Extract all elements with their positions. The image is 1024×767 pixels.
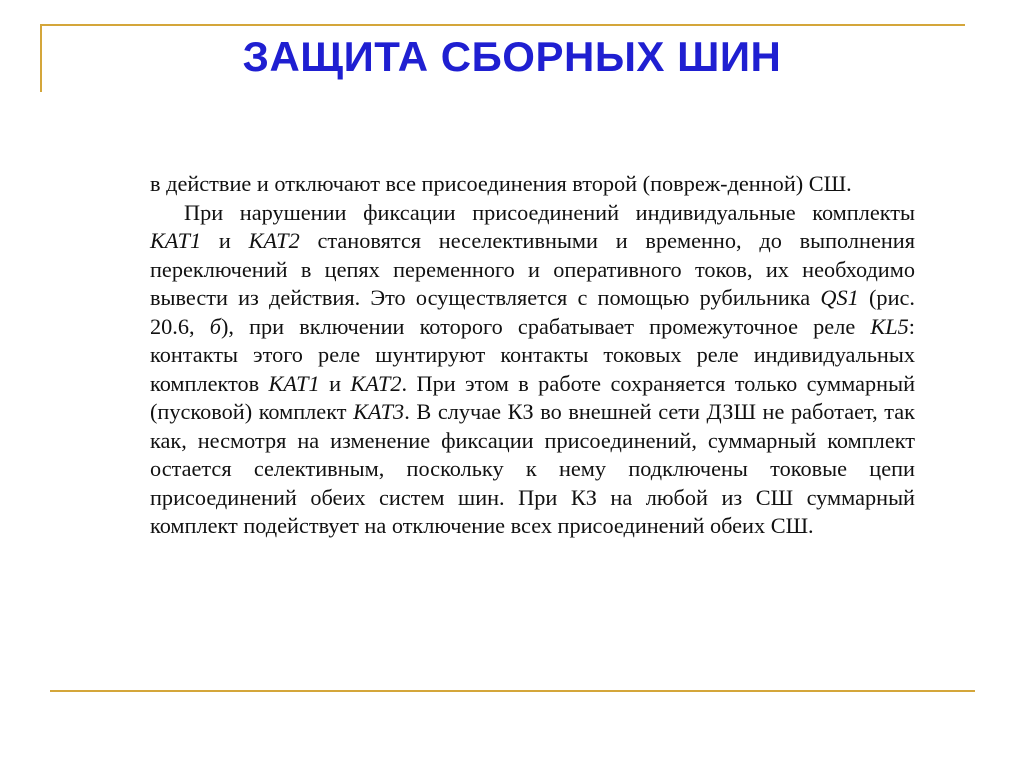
text-run: При нарушении фиксации присоединений индивидуальные комплекты [184,199,915,225]
paragraph-1: в действие и отключают все присоединения второй (повреж-денной) СШ. [150,171,852,196]
frame-top-line [40,24,965,26]
designation-kat2: КАТ2 [350,370,402,396]
text-run: . В случае КЗ во внешней сети ДЗШ не работает, так как, несмотря на изменение фиксации присоединений, суммарный комплект остается селективным, поскольку к нему подключены токовые цепи присоединений обеих систем шин. При КЗ на любой из СШ суммарный комплект подействует на отключение всех присоединений обеих СШ. [150,399,915,538]
text-run: и [319,370,351,396]
text-run: ), при включении которого срабатывает промежуточное реле [220,313,871,339]
text-run: (рис. 20.6, [150,285,915,339]
figure-letter: б [209,313,221,339]
designation-kl5: KL5 [870,313,909,339]
text-run: становятся неселективными и временно, до выполнения переключений в цепях переменного и оперативного токов, их необходимо вывести из действия. Это осуществляется с помощью рубильника [150,228,915,310]
designation-qs1: QS1 [820,285,859,310]
designation-kat3: КАТ3 [353,399,405,424]
designation-kat2: КАТ2 [248,228,300,253]
designation-kat1: КАТ1 [150,228,202,253]
designation-kat1: КАТ1 [268,370,320,396]
text-run: и [201,228,249,253]
text-run: : контакты этого реле шунтируют контакты токовых реле индивидуальных комплектов [150,313,915,396]
frame-bottom-line [50,690,975,692]
slide-title: ЗАЩИТА СБОРНЫХ ШИН [242,33,782,80]
paragraph-2 [150,199,915,541]
text-run: . При этом в работе сохраняется только суммарный (пусковой) комплект [150,370,916,424]
scanned-text-block [150,170,915,660]
